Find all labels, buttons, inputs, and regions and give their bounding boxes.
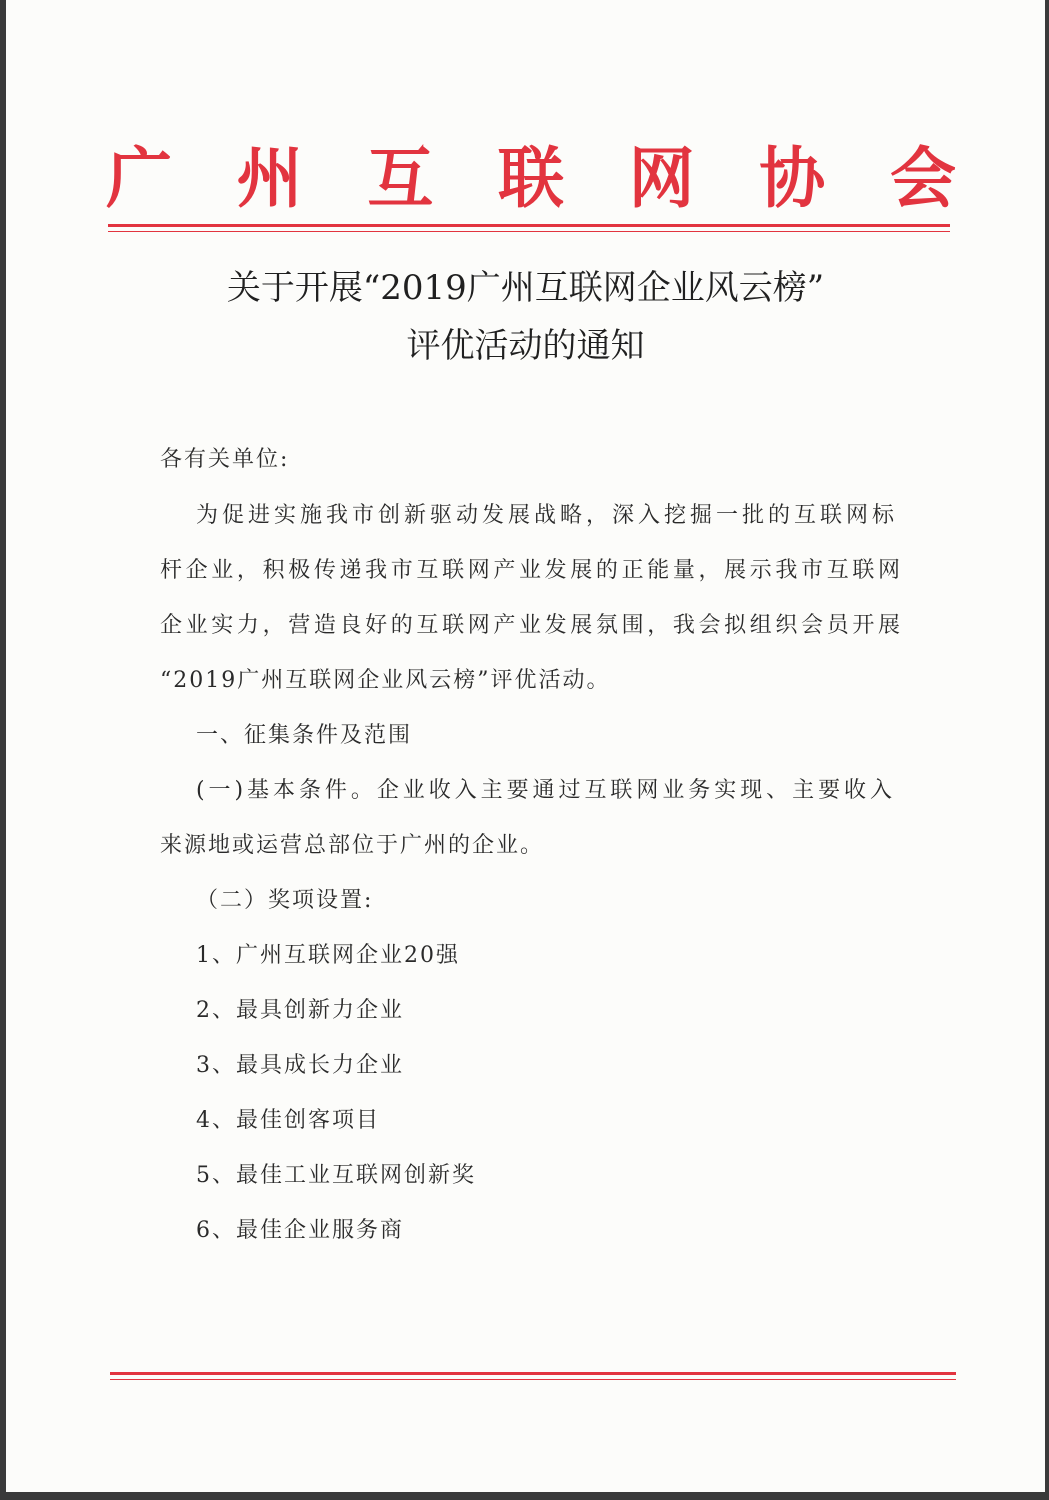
- header-rule-thin: [108, 231, 950, 232]
- document-page: [6, 0, 1045, 1492]
- notice-title-line-1: 关于开展“2019广州互联网企业风云榜”: [226, 268, 825, 308]
- header-rule-thick: [108, 224, 950, 227]
- org-char: 协: [759, 139, 826, 217]
- section-heading: 一、征集条件及范围: [196, 723, 413, 748]
- award-item: 4、最佳创客项目: [196, 1108, 380, 1133]
- org-char: 互: [367, 139, 434, 217]
- intro-line: 杆企业，积极传递我市互联网产业发展的正能量，展示我市互联网: [160, 558, 902, 583]
- footer-rule-thick: [110, 1372, 956, 1375]
- notice-title-line-2: 评优活动的通知: [406, 326, 645, 366]
- condition-line: 来源地或运营总部位于广州的企业。: [160, 833, 545, 858]
- footer-rule-thin: [110, 1379, 956, 1380]
- condition-line: (一)基本条件。企业收入主要通过互联网业务实现、主要收入: [196, 778, 894, 803]
- intro-line: “2019广州互联网企业风云榜”评优活动。: [160, 668, 611, 693]
- award-item: 5、最佳工业互联网创新奖: [196, 1163, 476, 1188]
- salutation: 各有关单位:: [160, 447, 290, 472]
- org-char: 广: [106, 139, 172, 217]
- org-char: 联: [497, 139, 564, 217]
- award-item: 3、最具成长力企业: [196, 1053, 404, 1078]
- intro-line: 企业实力，营造良好的互联网产业发展氛围，我会拟组织会员开展: [160, 613, 902, 638]
- org-char: 网: [628, 139, 695, 217]
- awards-heading: （二）奖项设置:: [196, 888, 374, 913]
- award-item: 2、最具创新力企业: [196, 998, 404, 1023]
- org-char: 州: [236, 139, 303, 217]
- org-char: 会: [889, 139, 956, 217]
- award-item: 6、最佳企业服务商: [196, 1218, 404, 1243]
- intro-line: 为促进实施我市创新驱动发展战略，深入挖掘一批的互联网标: [196, 503, 896, 528]
- award-item: 1、广州互联网企业20强: [196, 943, 460, 968]
- organization-name: [106, 138, 956, 218]
